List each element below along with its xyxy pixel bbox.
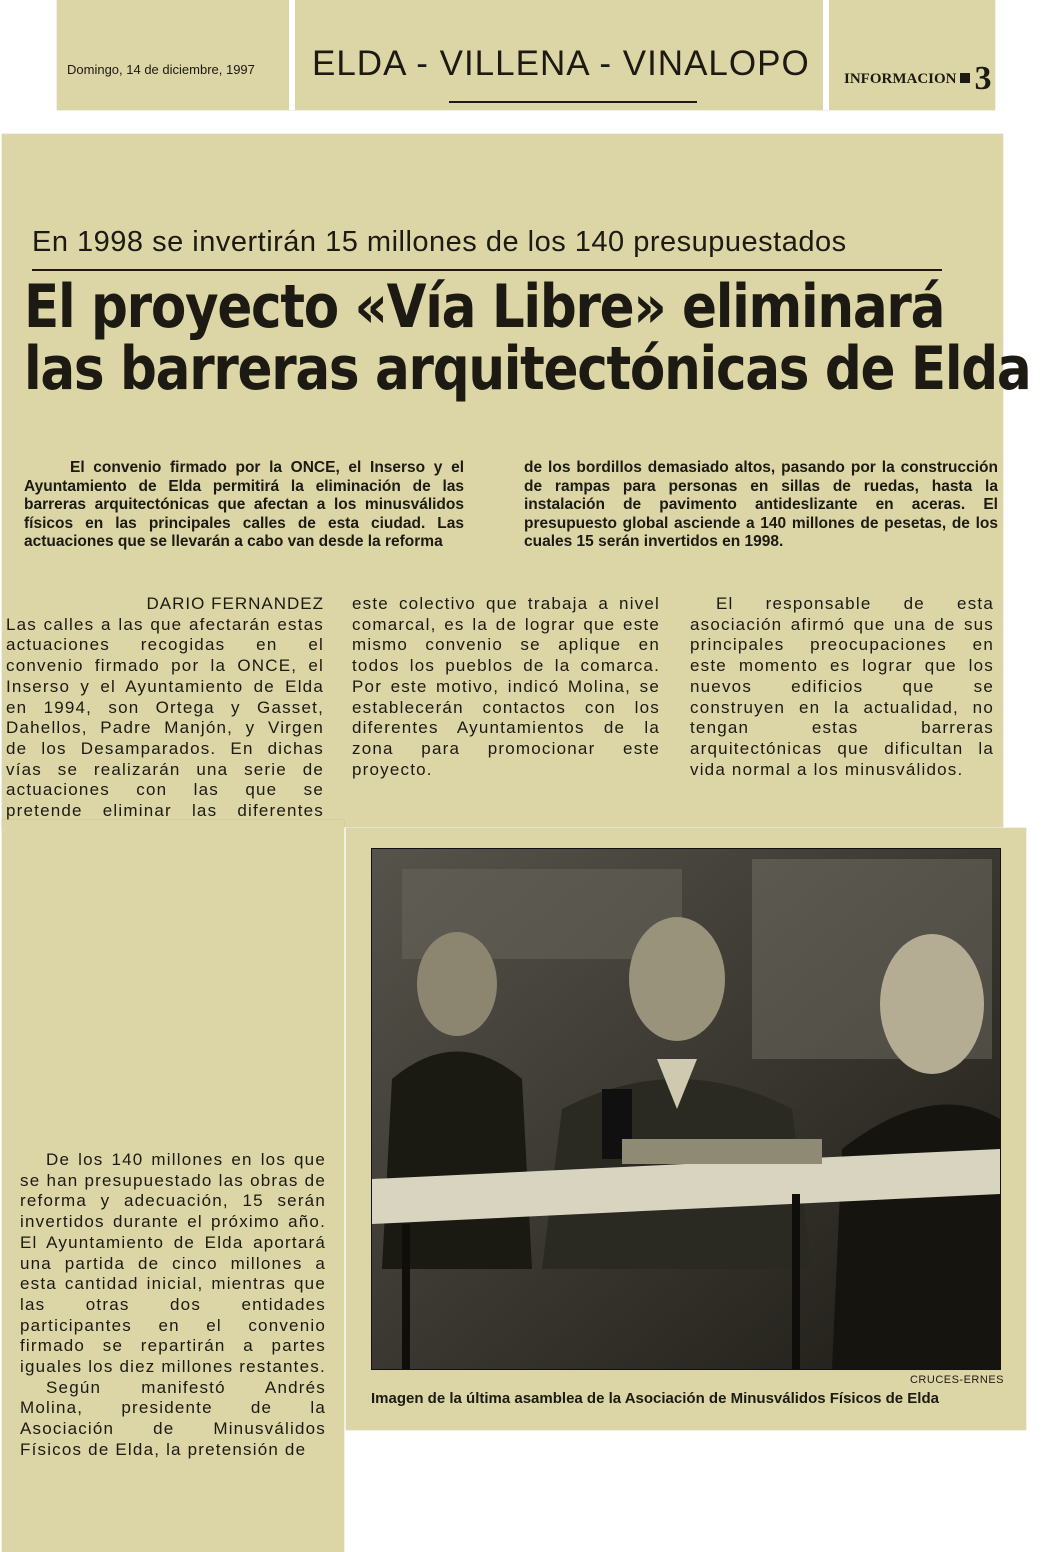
- assembly-photo: [371, 848, 1001, 1370]
- body-paragraph: El responsable de esta asociación afirmó que una de sus principales preocupaciones en este momento es lograr que los nuevos edificios que se construyen en la actualidad, no tengan estas barreras arquitectónicas que dificultan la vida normal a los minusválidos.: [690, 594, 994, 779]
- section-title: ELDA - VILLENA - VINALOPO: [312, 44, 810, 83]
- square-bullet-icon: [960, 73, 970, 83]
- body-column-1-continued: [20, 820, 326, 1461]
- article-headline: [24, 272, 1031, 404]
- body-column-2: [352, 594, 660, 780]
- article-kicker: En 1998 se invertirán 15 millones de los 140 presupuestados: [32, 226, 847, 258]
- kicker-rule: [32, 269, 942, 271]
- photo-clipping: [346, 828, 1026, 1430]
- article-clipping: [2, 134, 1031, 827]
- article-clipping-lower: [2, 820, 344, 1552]
- clipping-gap: [289, 0, 295, 110]
- photo-credit: CRUCES-ERNES: [909, 1374, 1004, 1386]
- lead-paragraph-left: El convenio firmado por la ONCE, el Inserso y el Ayuntamiento de Elda permitirá la eliminación de las barreras arquitectónicas que afectan a los minusválidos físicos en las principales calles de esta ciudad. Las actuaciones que se llevarán a cabo van desde la reforma: [24, 459, 464, 550]
- clipping-gap: [823, 0, 829, 110]
- body-paragraph: De los 140 millones en los que se han presupuestado las obras de reforma y adecuación, 15 serán invertidos durante el próximo año. El Ayuntamiento de Elda aportará una partida de cinco millones a esta cantidad inicial, mientras que las otras dos entidades participantes en el convenio firmado se repartirán a partes iguales los diez millones restantes.: [20, 1150, 326, 1377]
- lead-paragraph-right: de los bordillos demasiado altos, pasando por la construcción de rampas para personas en sillas de ruedas, hasta la instalación de pavimento antideslizante en aceras. El presupuesto global asciende a 140 millones de pesetas, de los cuales 15 serán invertidos en 1998.: [524, 459, 998, 550]
- photo-illustration: [372, 849, 1000, 1369]
- photo-caption: Imagen de la última asamblea de la Asociación de Minusválidos Físicos de Elda: [371, 1390, 939, 1407]
- headline-line-1: El proyecto «Vía Libre» eliminará: [24, 272, 945, 342]
- body-column-3: [690, 594, 994, 780]
- header-rule: [449, 101, 697, 103]
- brand-name: INFORMACION: [844, 71, 957, 87]
- body-paragraph: este colectivo que trabaja a nivel comarcal, es la de lograr que este mismo convenio se aplique en todos los pueblos de la comarca. Por este motivo, indicó Molina, se establecerán contactos con los diferentes Ayuntamientos de la zona para promocionar este proyecto.: [352, 594, 660, 779]
- body-paragraph: Las calles a las que afectarán estas actuaciones recogidas en el convenio firmado por la ONCE, el Inserso y el Ayuntamiento de Elda en 1994, son Ortega y Gasset, Dahellos, Padre Manjón, y Virgen de los Desamparados. En dichas vías se realizarán una serie de actuaciones con las que se pretende eliminar las diferentes: [6, 614, 324, 821]
- masthead-strip: [57, 0, 995, 110]
- issue-date: Domingo, 14 de diciembre, 1997: [67, 62, 255, 77]
- page-number: 3: [974, 60, 992, 97]
- newspaper-brand: [844, 60, 992, 98]
- body-paragraph: Según manifestó Andrés Molina, presidente de la Asociación de Minusválidos Físicos de Elda, la pretensión de: [20, 1377, 326, 1459]
- headline-line-2: las barreras arquitectónicas de Elda: [24, 334, 1031, 404]
- byline: DARIO FERNANDEZ: [146, 594, 324, 613]
